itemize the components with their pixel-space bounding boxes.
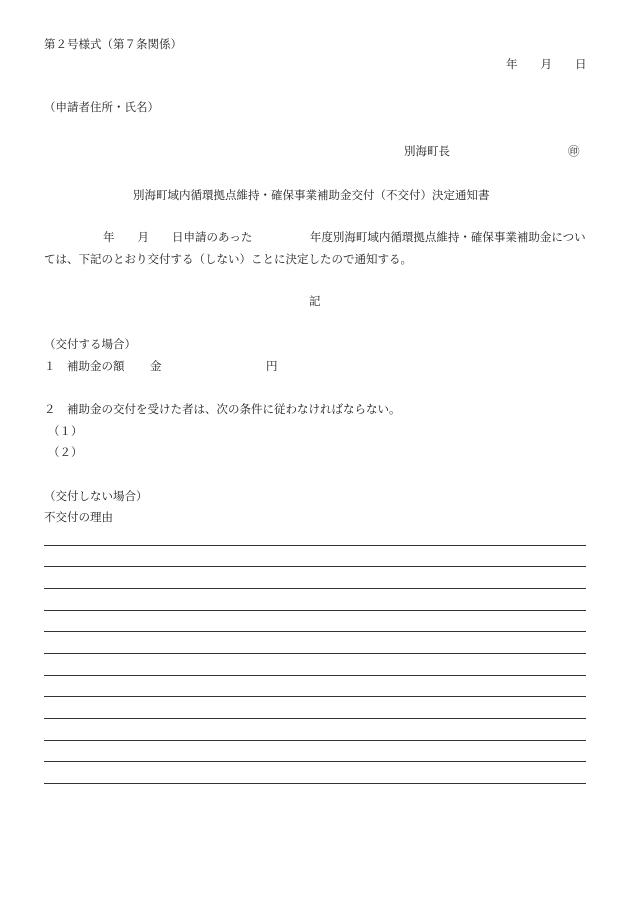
reason-line	[44, 545, 586, 546]
reason-label: 不交付の理由	[44, 510, 113, 524]
body-line-1: 年 月 日申請のあった 年度別海町域内循環拠点維持・確保事業補助金につい	[103, 230, 586, 244]
applicant-label: （申請者住所・氏名）	[44, 100, 159, 114]
document-title: 別海町域内循環拠点維持・確保事業補助金交付（不交付）決定通知書	[133, 188, 490, 202]
reason-line	[44, 740, 586, 741]
reason-line	[44, 761, 586, 762]
issuer-name: 別海町長	[404, 144, 450, 158]
reason-line	[44, 718, 586, 719]
item-1-kin: 金	[150, 359, 162, 373]
item-2-text: ２ 補助金の交付を受けた者は、次の条件に従わなければならない。	[44, 402, 401, 416]
case-grant-heading: （交付する場合）	[44, 337, 136, 351]
condition-2: （２）	[48, 445, 83, 459]
reason-line	[44, 610, 586, 611]
body-line-2: ては、下記のとおり交付する（しない）ことに決定したので通知する。	[44, 252, 412, 266]
date-line: 年 月 日	[506, 57, 587, 71]
item-1-yen: 円	[266, 359, 278, 373]
reason-line	[44, 675, 586, 676]
reason-line	[44, 653, 586, 654]
condition-1: （１）	[48, 424, 83, 438]
case-nogrant-heading: （交付しない場合）	[44, 489, 148, 503]
form-number: 第２号様式（第７条関係）	[44, 37, 182, 51]
reason-line	[44, 588, 586, 589]
reason-line	[44, 631, 586, 632]
reason-line	[44, 696, 586, 697]
ki-label: 記	[309, 294, 321, 308]
seal-mark: ㊞	[568, 144, 580, 158]
item-1-label: １ 補助金の額	[44, 359, 125, 373]
reason-line	[44, 783, 586, 784]
reason-line	[44, 566, 586, 567]
